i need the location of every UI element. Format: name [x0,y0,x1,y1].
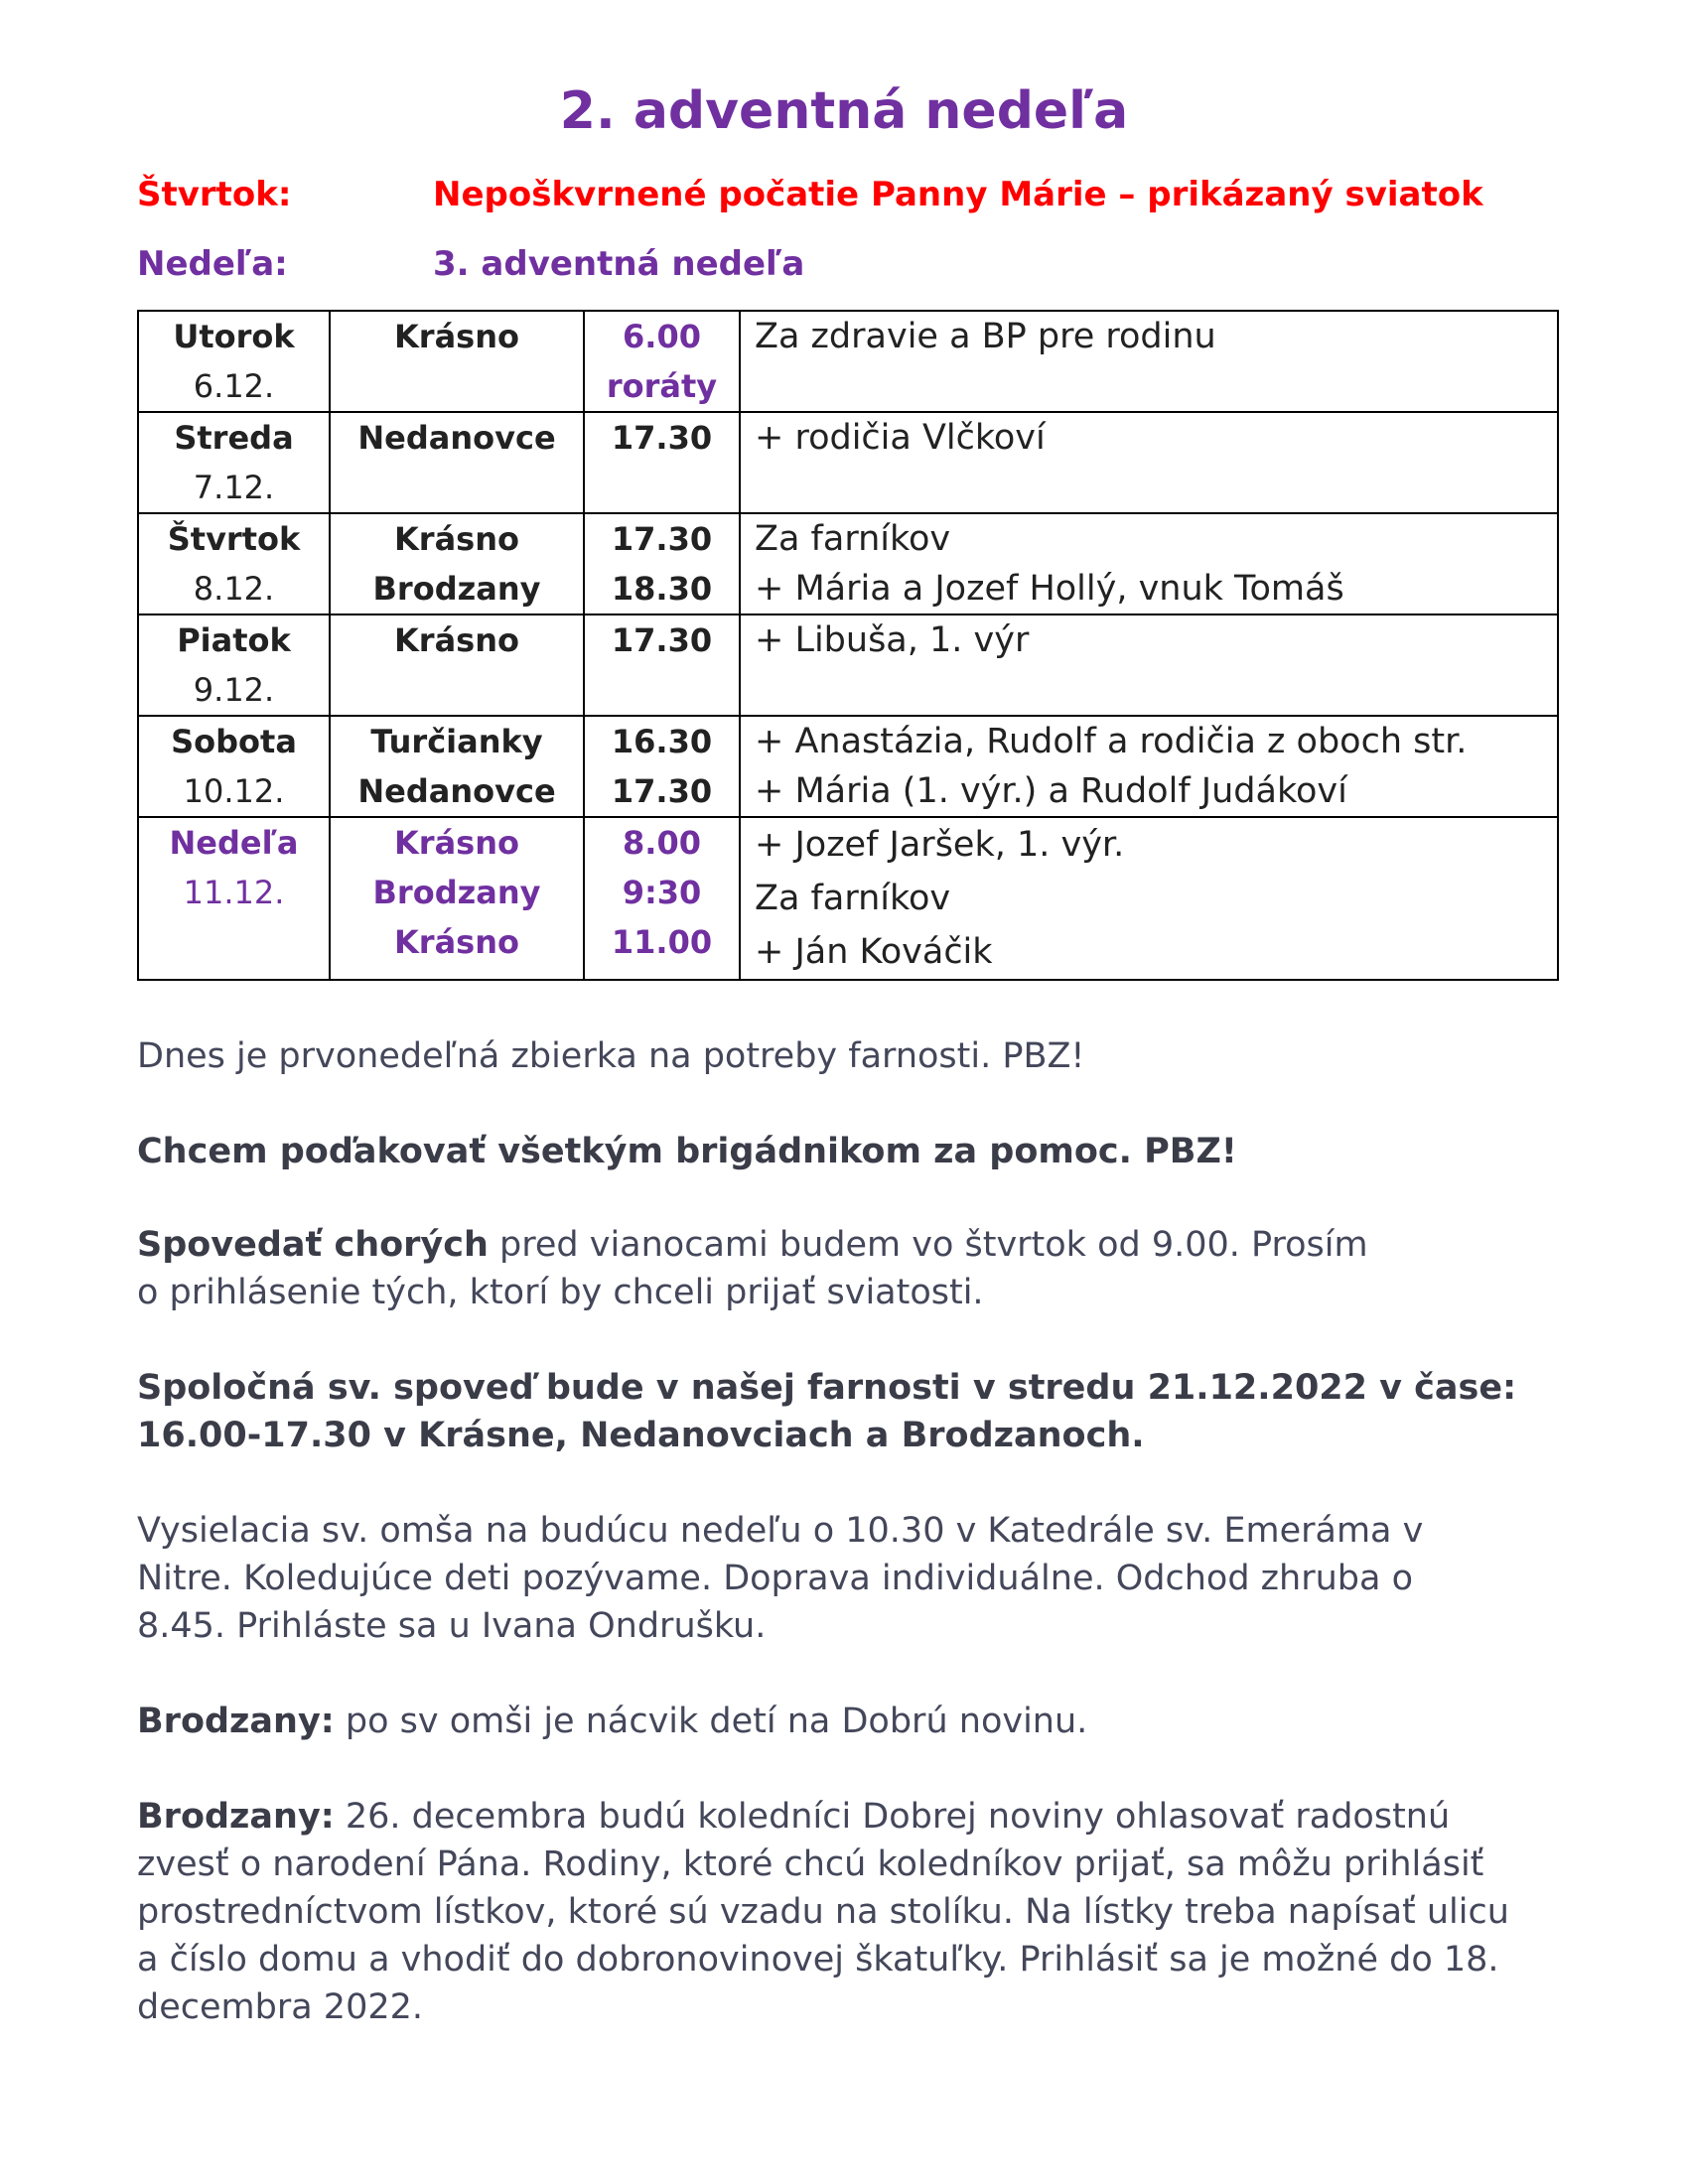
announcement-lead: Spovedať chorých [137,1225,489,1265]
time-cell [584,513,740,614]
intention: + Mária a Jozef Hollý, vnuk Tomáš [755,569,1344,609]
table-row [138,716,1558,817]
place: Krásno [394,318,519,355]
time: 17.30 [611,419,713,457]
time: 6.00 [623,318,701,355]
announcement-sick-confession [137,1221,1597,1316]
mass-schedule-table [137,310,1559,981]
day-name: Utorok [173,318,295,355]
announcement-brodzany-practice [137,1698,1597,1745]
time-cell [584,412,740,513]
day-name: Štvrtok [167,520,301,558]
intention: Za farníkov [755,519,951,559]
announcement-text: decembra 2022. [137,1987,423,2027]
time: 8.00 [623,824,701,862]
intention-cell [740,614,1558,716]
place-cell [330,412,584,513]
table-row [138,614,1558,716]
announcement-broadcast-mass [137,1507,1597,1650]
page-title: 2. adventná nedeľa [559,81,1129,141]
table-row [138,311,1558,412]
place: Brodzany [372,874,541,911]
intention: + Ján Kováčik [755,932,993,972]
announcement-text: zvesť o narodení Pána. Rodiny, ktoré chcú koledníkov prijať, sa môžu prihlásiť [137,1844,1484,1884]
announcement-text: Nitre. Koledujúce deti pozývame. Doprava individuálne. Odchod zhruba o [137,1559,1414,1598]
time: 17.30 [611,621,713,659]
day-name: Sobota [171,723,297,760]
info-label: Štvrtok: [137,175,292,214]
time: 11.00 [611,923,713,961]
announcement-text: a číslo domu a vhodiť do dobronovinovej škatuľky. Prihlásiť sa je možné do 18. [137,1940,1499,1979]
table-row [138,513,1558,614]
table-row [138,817,1558,980]
announcement-text: pred vianocami budem vo štvrtok od 9.00. Prosím [488,1225,1368,1265]
intention: Za zdravie a BP pre rodinu [755,317,1216,356]
day-date: 9.12. [193,671,275,709]
time-cell [584,716,740,817]
day-name: Nedeľa [169,824,299,862]
announcement-lead: Brodzany: [137,1797,335,1837]
day-name: Piatok [177,621,291,659]
intention-cell [740,716,1558,817]
announcement-text: po sv omši je nácvik detí na Dobrú novinu. [334,1702,1088,1741]
place: Nedanovce [357,419,556,457]
time-note: roráty [606,367,718,405]
intention: Za farníkov [755,879,951,918]
intention: + Jozef Jaršek, 1. výr. [755,825,1125,865]
intention: + Libuša, 1. výr [755,620,1030,660]
place-cell [330,513,584,614]
day-cell [138,614,330,716]
time-cell [584,817,740,980]
place-cell [330,716,584,817]
announcement-text: o prihlásenie tých, ktorí by chceli prijať sviatosti. [137,1273,984,1312]
time: 9:30 [622,874,702,911]
intention-cell [740,311,1558,412]
place-cell [330,817,584,980]
place: Nedanovce [357,772,556,810]
announcement-common-confession [137,1364,1597,1459]
table-row [138,412,1558,513]
place-cell [330,614,584,716]
day-cell [138,817,330,980]
day-date: 11.12. [183,874,285,911]
day-date: 8.12. [193,570,275,608]
place: Krásno [394,621,519,659]
announcement-brodzany-carolers [137,1793,1597,2031]
place: Krásno [394,923,519,961]
time: 16.30 [611,723,713,760]
place: Krásno [394,824,519,862]
day-cell [138,716,330,817]
day-name: Streda [174,419,294,457]
announcement-text: prostredníctvom lístkov, ktoré sú vzadu na stolíku. Na lístky treba napísať ulicu [137,1892,1509,1932]
info-label: Nedeľa: [137,244,288,284]
announcement-collection [137,1032,1597,1080]
announcement-text: 26. decembra budú koledníci Dobrej noviny ohlasovať radostnú [334,1797,1451,1837]
announcement-text: Dnes je prvonedeľná zbierka na potreby farnosti. PBZ! [137,1036,1085,1076]
place: Brodzany [372,570,541,608]
info-value: 3. adventná nedeľa [433,244,805,284]
announcement-text: Vysielacia sv. omša na budúcu nedeľu o 10.30 v Katedrále sv. Emeráma v [137,1511,1424,1551]
intention: + rodičia Vlčkoví [755,418,1046,458]
time: 17.30 [611,772,713,810]
announcement-lead: Brodzany: [137,1702,335,1741]
day-cell [138,412,330,513]
day-date: 6.12. [193,367,275,405]
day-cell [138,513,330,614]
time: 17.30 [611,520,713,558]
place: Turčianky [370,723,543,760]
info-value: Nepoškvrnené počatie Panny Márie – prikázaný sviatok [433,175,1483,214]
intention: + Mária (1. výr.) a Rudolf Judákoví [755,771,1347,811]
time-cell [584,614,740,716]
announcement-text: Chcem poďakovať všetkým brigádnikom za pomoc. PBZ! [137,1132,1237,1171]
day-date: 10.12. [183,772,285,810]
intention: + Anastázia, Rudolf a rodičia z oboch str. [755,722,1468,761]
time: 18.30 [611,570,713,608]
day-date: 7.12. [193,469,275,506]
time-cell [584,311,740,412]
place: Krásno [394,520,519,558]
announcement-text: 16.00-17.30 v Krásne, Nedanovciach a Brodzanoch. [137,1416,1145,1455]
announcement-text: Spoločná sv. spoveď bude v našej farnosti v stredu 21.12.2022 v čase: [137,1368,1517,1408]
announcement-thanks [137,1128,1597,1175]
announcement-text: 8.45. Prihláste sa u Ivana Ondrušku. [137,1606,767,1646]
intention-cell [740,412,1558,513]
intention-cell [740,817,1558,980]
day-cell [138,311,330,412]
place-cell [330,311,584,412]
intention-cell [740,513,1558,614]
